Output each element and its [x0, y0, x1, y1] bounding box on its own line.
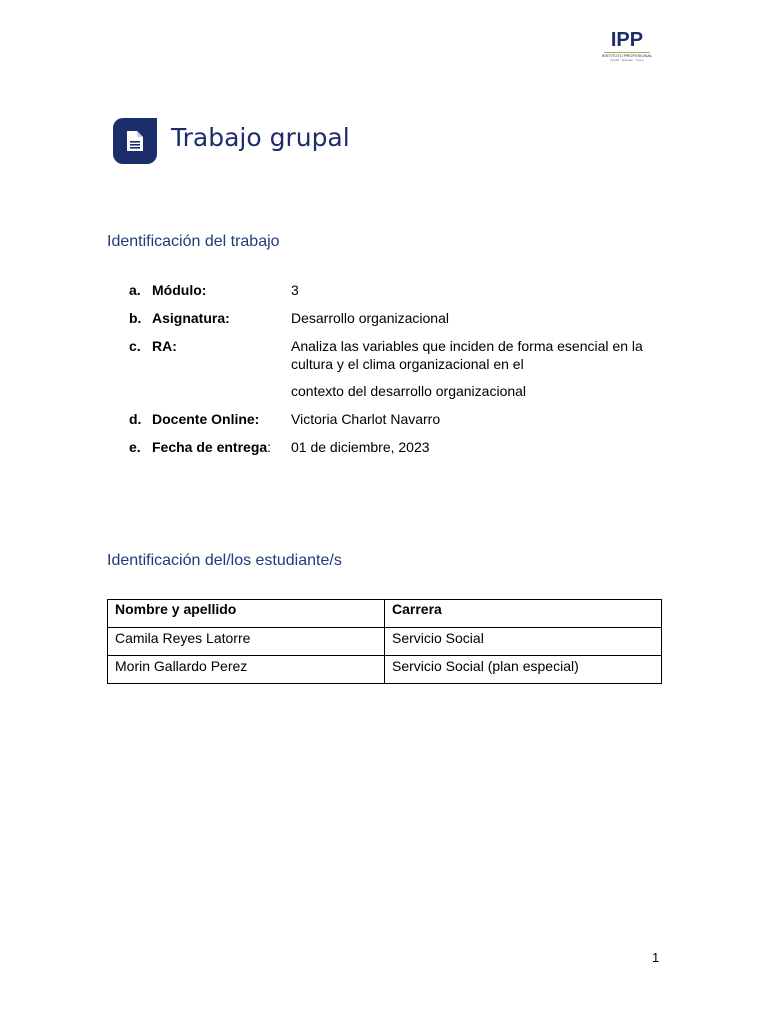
student-career-cell: Servicio Social [385, 628, 662, 656]
info-value: Victoria Charlot Navarro [291, 411, 441, 427]
students-section-heading: Identificación del/los estudiante/s [107, 552, 342, 569]
info-label: Asignatura: [152, 310, 230, 326]
logo-mark: IPP [610, 29, 644, 51]
info-letter: c. [129, 338, 141, 354]
students-table [107, 599, 662, 684]
info-value: Analiza las variables que inciden de forma esencial en la cultura y el clima organizacional en el [291, 338, 643, 372]
info-letter: e. [129, 439, 141, 455]
info-label-colon: : [267, 439, 272, 455]
info-letter: a. [129, 282, 141, 298]
info-label-text: Fecha de entrega [152, 439, 268, 455]
info-value: Desarrollo organizacional [291, 310, 449, 326]
info-letter: d. [129, 411, 142, 427]
table-row [108, 628, 662, 656]
table-header-row [108, 600, 662, 628]
student-name-cell: Morin Gallardo Perez [108, 656, 385, 684]
student-career-cell: Servicio Social (plan especial) [385, 656, 662, 684]
column-header-career: Carrera [385, 600, 662, 628]
info-letter: b. [129, 310, 142, 326]
info-value-continued: contexto del desarrollo organizacional [291, 383, 527, 399]
logo-subtitle: INSTITUTO PROFESIONAL [601, 53, 653, 58]
ipp-logo [600, 30, 654, 66]
work-section-heading: Identificación del trabajo [107, 233, 280, 250]
logo-tagline: Sueña · Aprende · Crece [610, 58, 644, 62]
page-number: 1 [652, 950, 660, 965]
info-label-fecha [152, 438, 271, 456]
document-icon [113, 118, 157, 164]
page-title: Trabajo grupal [171, 123, 350, 152]
info-value: 3 [291, 282, 299, 298]
info-label: RA: [152, 338, 177, 354]
table-row [108, 656, 662, 684]
column-header-name: Nombre y apellido [108, 600, 385, 628]
info-label: Módulo: [152, 282, 207, 298]
student-name-cell: Camila Reyes Latorre [108, 628, 385, 656]
info-value: 01 de diciembre, 2023 [291, 439, 430, 455]
info-label: Docente Online: [152, 411, 260, 427]
